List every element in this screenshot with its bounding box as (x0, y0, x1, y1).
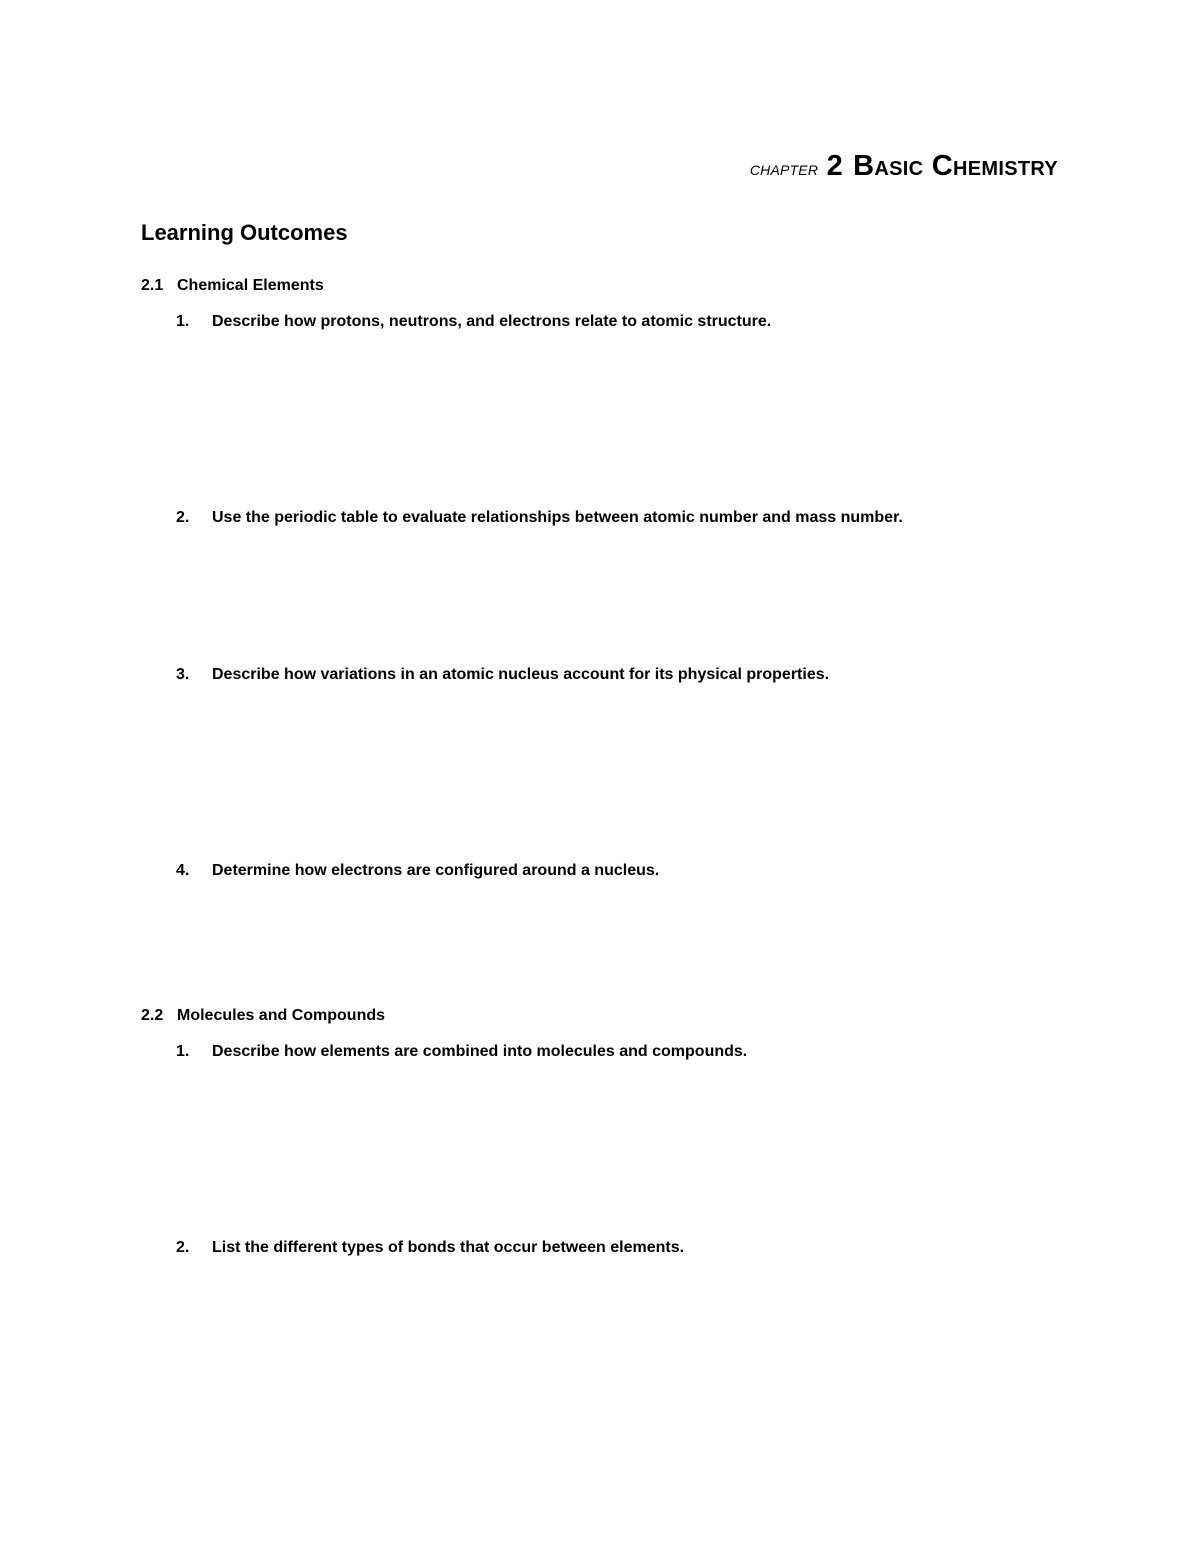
section-heading-2-1 (141, 277, 324, 295)
outcome-number: 1. (176, 313, 190, 330)
chapter-label: CHAPTER (749, 162, 819, 178)
outcome-item (176, 509, 903, 527)
outcome-text: Describe how protons, neutrons, and electrons relate to atomic structure. (212, 313, 772, 330)
chapter-title: Basic Chemistry (853, 150, 1058, 182)
outcome-item (176, 313, 771, 331)
section-title: Chemical Elements (177, 277, 324, 294)
outcome-text: Determine how electrons are configured around a nucleus. (212, 862, 660, 879)
section-number: 2.2 (141, 1007, 164, 1024)
outcome-text: Describe how elements are combined into molecules and compounds. (212, 1043, 748, 1060)
outcome-text: Describe how variations in an atomic nucleus account for its physical properties. (212, 666, 830, 683)
outcome-number: 2. (176, 509, 190, 526)
section-title: Molecules and Compounds (177, 1007, 386, 1024)
outcome-number: 2. (176, 1239, 190, 1256)
outcome-number: 4. (176, 862, 190, 879)
outcome-item (176, 666, 829, 684)
outcome-item (176, 862, 659, 880)
chapter-number: 2 (826, 150, 843, 182)
outcome-text: Use the periodic table to evaluate relationships between atomic number and mass number. (212, 509, 903, 526)
outcome-number: 3. (176, 666, 190, 683)
learning-outcomes-heading: Learning Outcomes (141, 220, 348, 245)
section-heading-2-2 (141, 1007, 385, 1025)
section-number: 2.1 (141, 277, 164, 294)
chapter-header (750, 150, 1058, 183)
outcome-number: 1. (176, 1043, 190, 1060)
outcome-text: List the different types of bonds that occur between elements. (212, 1239, 685, 1256)
outcome-item (176, 1239, 684, 1257)
outcome-item (176, 1043, 747, 1061)
